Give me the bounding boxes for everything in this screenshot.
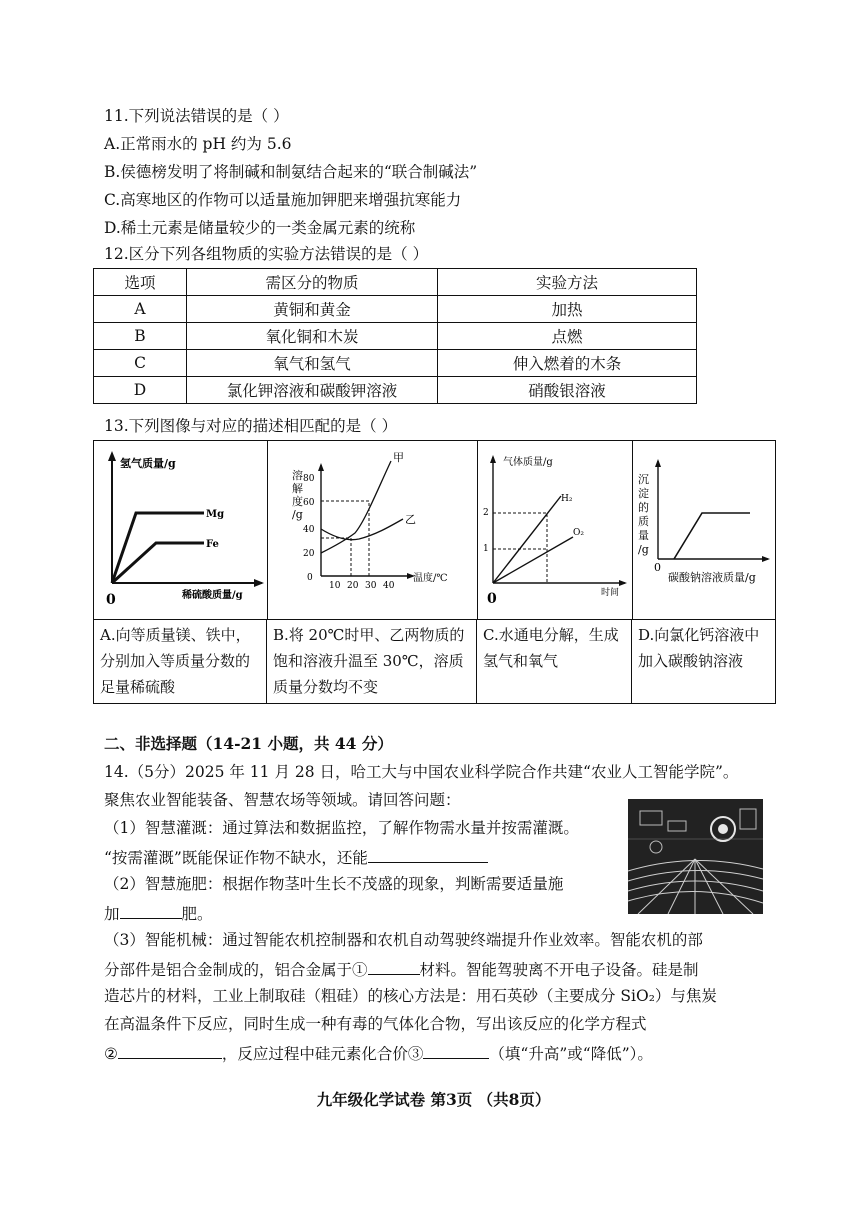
q14-line1: 14.（5分）2025 年 11 月 28 日，哈工大与中国农业科学院合作共建“农业人工智能学院”。: [104, 763, 739, 781]
table-cell: B: [94, 323, 187, 350]
series-o2-label: O₂: [573, 528, 584, 538]
table-header-cell: 实验方法: [438, 269, 697, 296]
graph-c-ylabel: 气体质量/g: [503, 457, 553, 468]
ytick-20: 20: [303, 549, 315, 559]
q11-option-a: A.正常雨水的 pH 约为 5.6: [104, 135, 292, 153]
graph-d-xlabel: 碳酸钠溶液质量/g: [668, 571, 756, 584]
table-header-row: [94, 269, 697, 296]
graph-d-ylabel-6: /g: [638, 543, 649, 556]
q12-table: [93, 268, 697, 404]
answer-blank-5[interactable]: [423, 1042, 489, 1059]
q13-captions: [94, 619, 775, 704]
table-cell: C: [94, 350, 187, 377]
caption-a: A.向等质量镁、铁中，分别加入等质量分数的足量稀硫酸: [94, 620, 267, 704]
table-row: [94, 350, 697, 377]
series-mg-line: [112, 513, 204, 583]
table-cell: 氧气和氢气: [187, 350, 438, 377]
answer-blank-3[interactable]: [368, 958, 420, 975]
q14-p1b: [104, 846, 488, 868]
q11-option-d: D.稀土元素是储量较少的一类金属元素的统称: [104, 219, 416, 237]
section2-title: 二、非选择题（14-21 小题，共 44 分）: [104, 734, 393, 753]
q12-stem: 12.区分下列各组物质的实验方法错误的是（ ）: [104, 245, 429, 263]
series-fe-label: Fe: [206, 539, 219, 550]
xtick-40: 40: [383, 581, 395, 591]
series-h2-label: H₂: [561, 494, 573, 504]
q14-p3b: [104, 958, 699, 980]
table-cell: 氯化钾溶液和碳酸钾溶液: [187, 377, 438, 404]
graph-d-ylabel-4: 质: [638, 515, 649, 528]
table-row: [94, 377, 697, 404]
ytick-2: 2: [483, 508, 489, 518]
graph-a-ylabel: 氢气质量/g: [120, 457, 176, 470]
y-axis-arrow-icon: [655, 459, 661, 467]
q14-p3a: （3）智能机械：通过智能农机控制器和农机自动驾驶终端提升作业效率。智能农机的部: [104, 931, 703, 949]
q14-p3e-mid: ，反应过程中硅元素化合价③: [221, 1045, 424, 1063]
answer-blank-1[interactable]: [368, 846, 488, 863]
table-cell: 加热: [438, 296, 697, 323]
q14-p2b-pre: 加: [104, 905, 120, 923]
series-jia-label: 甲: [393, 451, 404, 464]
xtick-20: 20: [347, 581, 359, 591]
q14-p2b: [104, 902, 213, 924]
table-cell: A: [94, 296, 187, 323]
graph-a: [94, 441, 268, 619]
graph-b-xlabel: 温度/℃: [413, 573, 448, 584]
q14-p2b-post: 肥。: [181, 905, 213, 923]
y-axis-arrow-icon: [318, 463, 324, 471]
ytick-60: 60: [303, 498, 315, 508]
graph-a-xlabel: 稀硫酸质量/g: [182, 590, 243, 601]
table-header-cell: 选项: [94, 269, 187, 296]
guide-line-20: [321, 538, 351, 576]
series-o2-line: [493, 537, 573, 583]
graph-d-origin: 0: [654, 561, 661, 574]
caption-d: D.向氯化钙溶液中加入碳酸钠溶液: [638, 626, 760, 670]
y-axis-arrow-icon: [490, 455, 496, 463]
q14-p2a: （2）智慧施肥：根据作物茎叶生长不茂盛的现象，判断需要适量施: [104, 875, 564, 893]
q14-p3d: 在高温条件下反应，同时生成一种有毒的气体化合物，写出该反应的化学方程式: [104, 1015, 647, 1033]
ytick-80: 80: [303, 474, 315, 484]
q11-option-c: C.高寒地区的作物可以适量施加钾肥来增强抗寒能力: [104, 191, 462, 209]
graph-d-ylabel-1: 沉: [638, 473, 649, 486]
table-cell: 点燃: [438, 323, 697, 350]
q11-stem: 11.下列说法错误的是（ ）: [104, 107, 289, 125]
x-axis-arrow-icon: [762, 556, 770, 562]
answer-blank-4[interactable]: [118, 1042, 222, 1059]
series-mg-label: Mg: [206, 509, 225, 520]
x-axis-arrow-icon: [619, 580, 627, 586]
graph-d-ylabel-3: 的: [638, 501, 649, 514]
graph-b-ylabel-1: 溶: [292, 469, 303, 482]
series-fe-line: [112, 543, 204, 583]
table-cell: 氧化铜和木炭: [187, 323, 438, 350]
q14-p3e-pre: ②: [104, 1045, 118, 1063]
precipitate-line: [674, 513, 750, 559]
series-yi-label: 乙: [405, 513, 416, 526]
graph-d-ylabel-5: 量: [638, 529, 649, 542]
q14-p3b-post: 材料。智能驾驶离不开电子设备。硅是制: [419, 961, 699, 979]
graph-c-xlabel: 时间: [601, 588, 620, 598]
caption-b: B.将 20℃时甲、乙两物质的饱和溶液升温至 30℃，溶质质量分数均不变: [267, 620, 477, 704]
graph-a-origin: 0: [106, 592, 116, 608]
q13-stem: 13.下列图像与对应的描述相匹配的是（ ）: [104, 417, 398, 435]
caption-c: C.水通电分解，生成氢气和氧气: [477, 620, 632, 704]
table-header-cell: 需区分的物质: [187, 269, 438, 296]
q14-p3e: [104, 1042, 653, 1064]
xtick-30: 30: [365, 581, 377, 591]
q11-option-b: B.侯德榜发明了将制碱和制氨结合起来的“联合制碱法”: [104, 163, 478, 181]
q14-line2: 聚焦农业智能装备、智慧农场等领域。请回答问题：: [104, 791, 461, 809]
table-cell: 黄铜和黄金: [187, 296, 438, 323]
q14-p1b-text: “按需灌溉”既能保证作物不缺水，还能: [104, 849, 368, 867]
table-row: [94, 296, 697, 323]
page-footer: 九年级化学试卷 第3页 （共8页）: [316, 1090, 551, 1109]
x-axis-arrow-icon: [254, 579, 264, 587]
graph-c-origin: 0: [487, 591, 497, 607]
graph-c: [477, 441, 633, 619]
smart-agriculture-image: [628, 799, 763, 914]
xtick-10: 10: [329, 581, 341, 591]
q14-p1a: （1）智慧灌溉：通过算法和数据监控，了解作物需水量并按需灌溉。: [104, 819, 579, 837]
table-cell: 伸入燃着的木条: [438, 350, 697, 377]
graph-b-ylabel-3: 度: [292, 495, 303, 508]
graph-b: [267, 441, 478, 619]
graph-d-ylabel-2: 淀: [638, 487, 649, 500]
q14-p3c: 造芯片的材料，工业上制取硅（粗硅）的核心方法是：用石英砂（主要成分 SiO₂）与焦炭: [104, 987, 717, 1005]
q14-p3e-post: （填“升高”或“降低”）。: [489, 1045, 653, 1063]
table-cell: D: [94, 377, 187, 404]
ytick-0: 0: [307, 573, 313, 583]
y-axis-arrow-icon: [108, 451, 116, 461]
ytick-40: 40: [303, 525, 315, 535]
series-h2-line: [493, 496, 561, 583]
table-cell: 硝酸银溶液: [438, 377, 697, 404]
q13-graph-panels: [93, 440, 776, 704]
graph-d: [632, 441, 775, 619]
graph-b-ylabel-4: /g: [292, 508, 303, 521]
graph-b-ylabel-2: 解: [292, 482, 303, 495]
q14-p3b-pre: 分部件是铝合金制成的，铝合金属于①: [104, 961, 368, 979]
table-row: [94, 323, 697, 350]
ytick-1: 1: [483, 544, 489, 554]
answer-blank-2[interactable]: [120, 902, 182, 919]
